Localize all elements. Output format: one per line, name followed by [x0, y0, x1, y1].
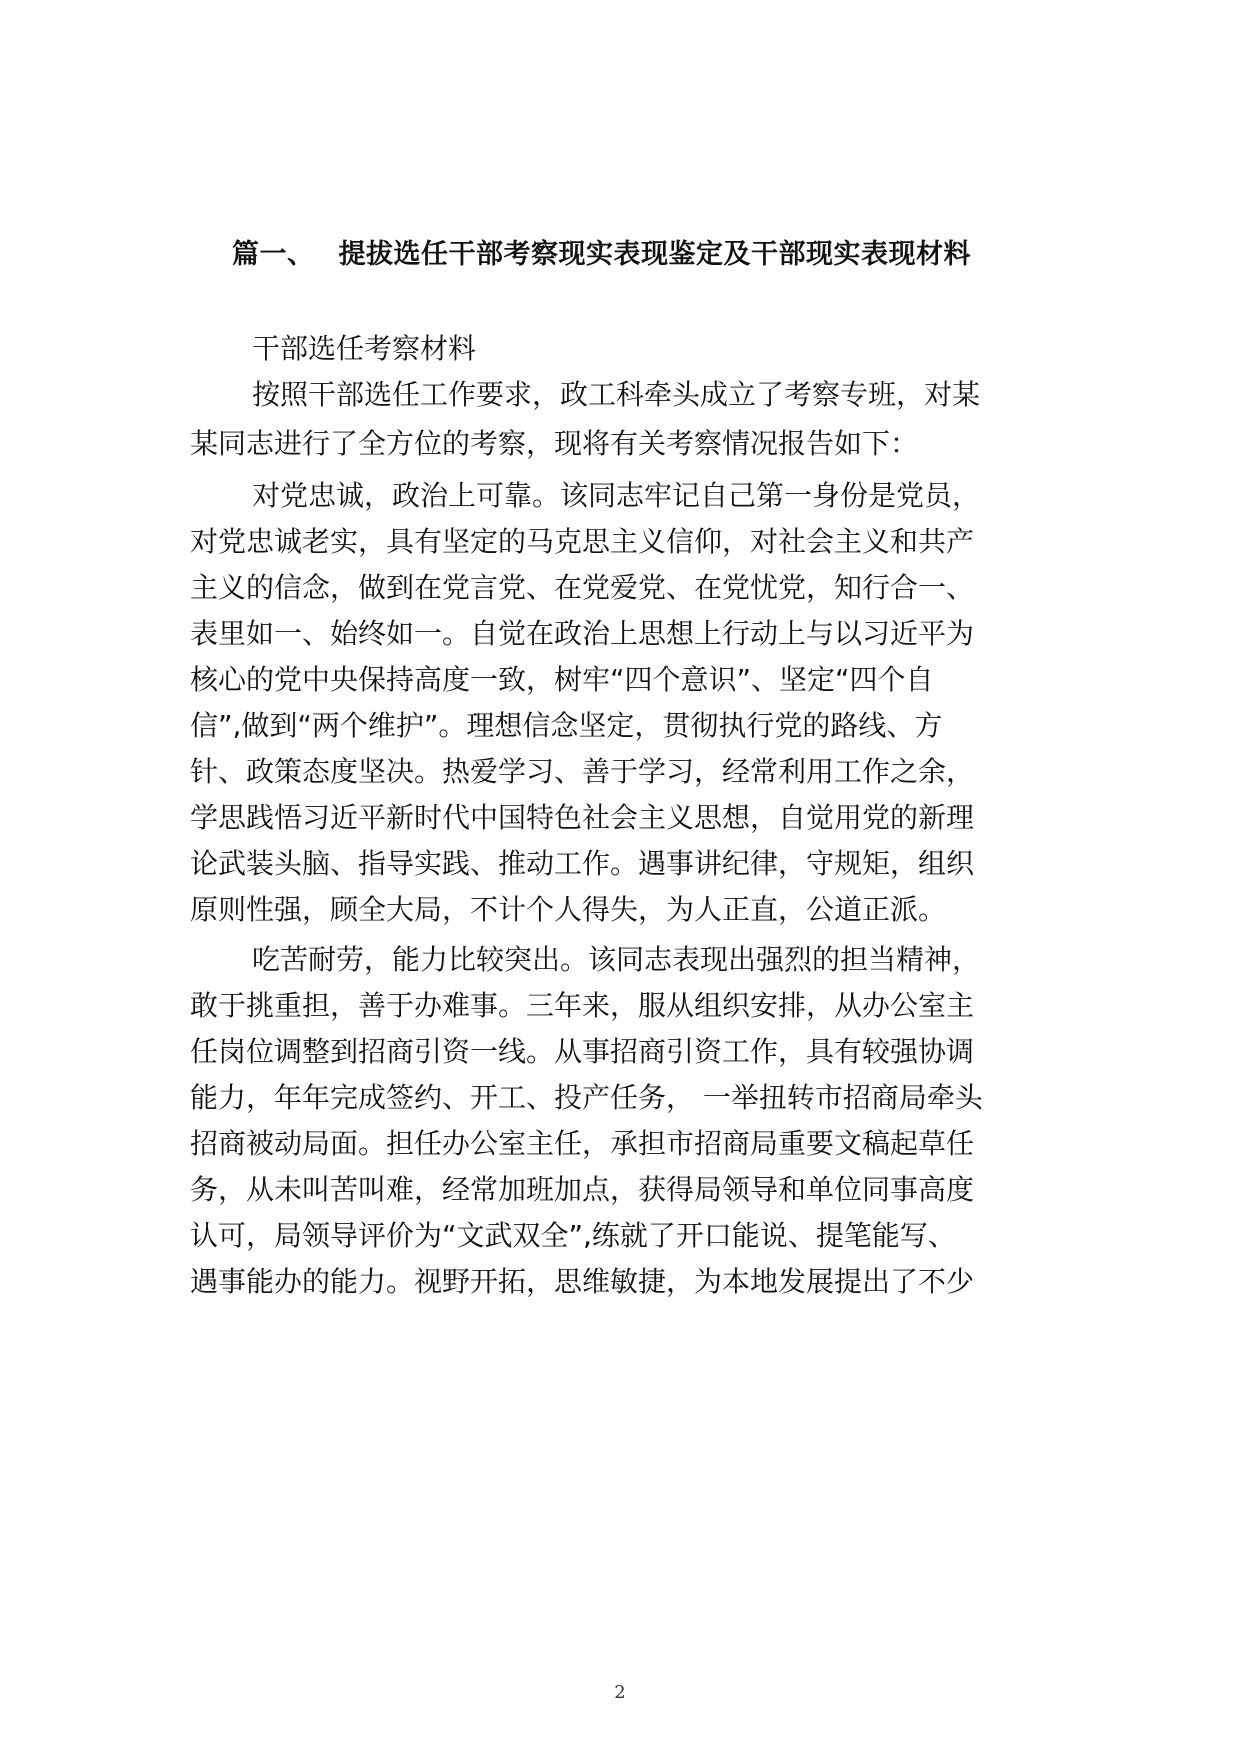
paragraph-line: 能力，年年完成签约、开工、投产任务， 一举扭转市招商局牵头	[190, 1081, 983, 1114]
section-heading: 干部选任考察材料	[252, 332, 477, 365]
title-text: 提拔选任干部考察现实表现鉴定及干部现实表现材料	[338, 239, 971, 270]
title-number: 篇一、	[232, 239, 315, 270]
paragraph-line: 按照干部选任工作要求，政工科牵头成立了考察专班，对某	[252, 378, 981, 411]
paragraph-line: 原则性强，顾全大局，不计个人得失，为人正直，公道正派。	[190, 893, 947, 926]
paragraph-line: 对党忠诚，政治上可靠。该同志牢记自己第一身份是党员，	[252, 479, 981, 512]
paragraph-line: 敢于挑重担，善于办难事。三年来，服从组织安排，从办公室主	[190, 989, 975, 1022]
page-number: 2	[614, 1682, 626, 1703]
paragraph-line: 主义的信念，做到在党言党、在党爱党、在党忧党，知行合一、	[190, 571, 975, 604]
paragraph-line: 吃苦耐劳，能力比较突出。该同志表现出强烈的担当精神，	[252, 943, 981, 976]
document-title	[232, 232, 1032, 271]
paragraph-line: 认可，局领导评价为“文武双全”,练就了开口能说、提笔能写、	[190, 1219, 956, 1252]
paragraph-line: 学思践悟习近平新时代中国特色社会主义思想，自觉用党的新理	[190, 801, 975, 834]
paragraph-line: 核心的党中央保持高度一致，树牢“四个意识”、坚定“四个自	[190, 663, 934, 696]
paragraph-line: 某同志进行了全方位的考察，现将有关考察情况报告如下：	[190, 427, 919, 460]
paragraph-line: 论武装头脑、指导实践、推动工作。遇事讲纪律，守规矩，组织	[190, 847, 975, 880]
paragraph-line: 任岗位调整到招商引资一线。从事招商引资工作，具有较强协调	[190, 1035, 975, 1068]
paragraph-line: 招商被动局面。担任办公室主任，承担市招商局重要文稿起草任	[190, 1127, 975, 1160]
paragraph-line: 对党忠诚老实，具有坚定的马克思主义信仰，对社会主义和共产	[190, 525, 975, 558]
paragraph-line: 针、政策态度坚决。热爱学习、善于学习，经常利用工作之余，	[190, 755, 975, 788]
paragraph-line: 表里如一、始终如一。自觉在政治上思想上行动上与以习近平为	[190, 617, 975, 650]
paragraph-line: 务，从未叫苦叫难，经常加班加点，获得局领导和单位同事高度	[190, 1173, 975, 1206]
paragraph-line: 信”,做到“两个维护”。理想信念坚定，贯彻执行党的路线、方	[190, 709, 943, 742]
paragraph-line: 遇事能办的能力。视野开拓，思维敏捷，为本地发展提出了不少	[190, 1265, 975, 1298]
